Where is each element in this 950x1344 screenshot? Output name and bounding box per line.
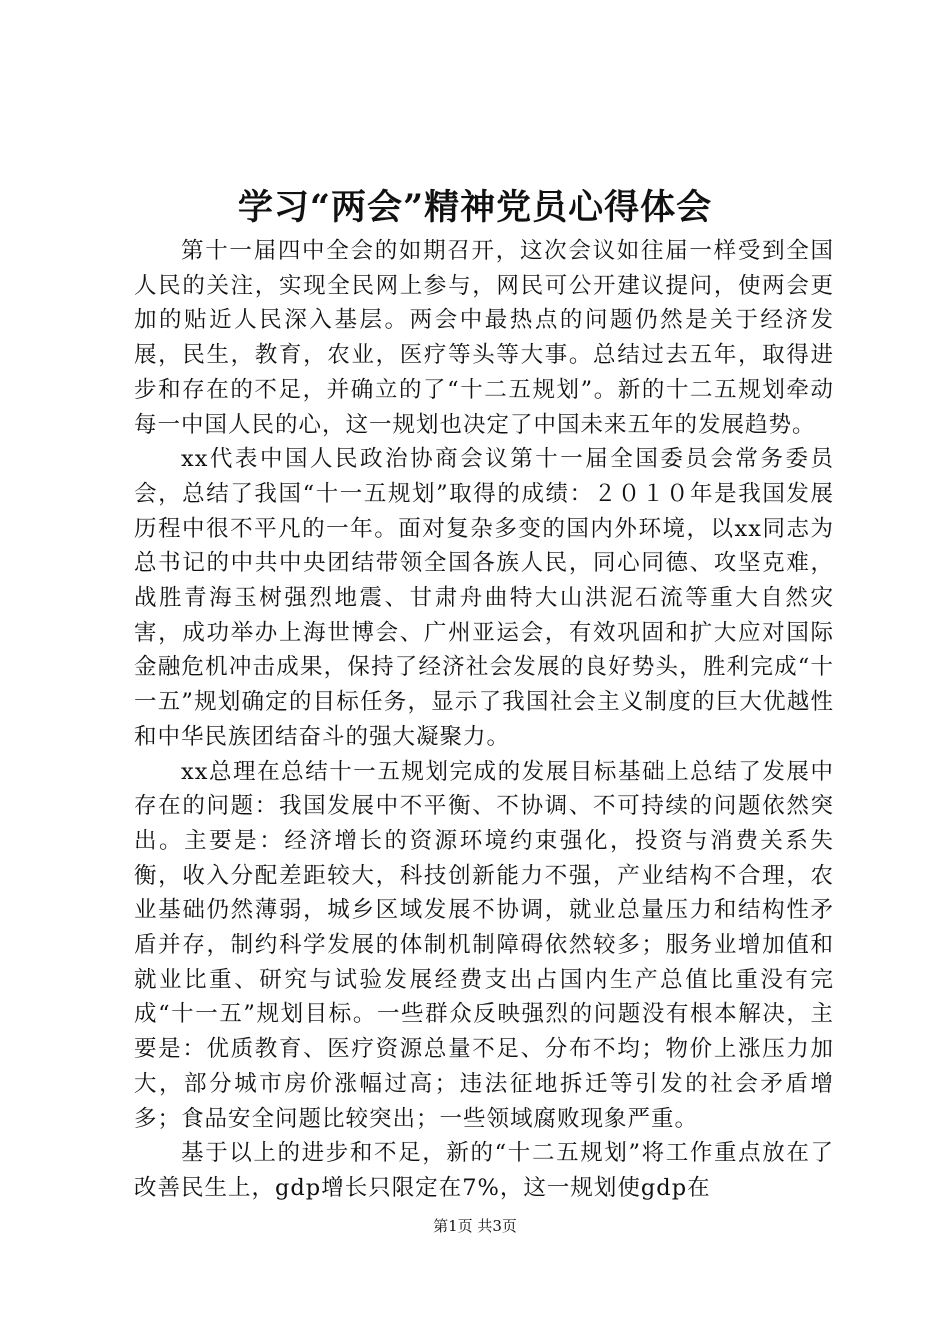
paragraph-2: xx代表中国人民政治协商会议第十一届全国委员会常务委员会，总结了我国“十一五规划”取得的成绩：２０１０年是我国发展历程中很不平凡的一年。面对复杂多变的国内外环境，以xx同志为总书记的中共中央团结带领全国各族人民，同心同德、攻坚克难，战胜青海玉树强烈地震、甘肃舟曲特大山洪泥石流等重大自然灾害，成功举办上海世博会、广州亚运会，有效巩固和扩大应对国际金融危机冲击成果，保持了经济社会发展的良好势头，胜利完成“十一五”规划确定的目标任务，显示了我国社会主义制度的巨大优越性和中华民族团结奋斗的强大凝聚力。 — [134, 446, 834, 750]
paragraph-1: 第十一届四中全会的如期召开，这次会议如往届一样受到全国人民的关注，实现全民网上参与，网民可公开建议提问，使两会更加的贴近人民深入基层。两会中最热点的问题仍然是关于经济发展，民生，教育，农业，医疗等头等大事。总结过去五年，取得进步和存在的不足，并确立的了“十二五规划”。新的十二五规划牵动每一中国人民的心，这一规划也决定了中国未来五年的发展趋势。 — [134, 238, 834, 438]
paragraph-4: 基于以上的进步和不足，新的“十二五规划”将工作重点放在了改善民生上，gdp增长只限定在7%，这一规划使gdp在 — [134, 1140, 834, 1201]
document-title: 学习“两会”精神党员心得体会 — [237, 187, 713, 228]
document-body — [134, 234, 834, 1206]
page-footer: 第1页 共3页 — [433, 1217, 517, 1235]
paragraph-3: xx总理在总结十一五规划完成的发展目标基础上总结了发展中存在的问题：我国发展中不平衡、不协调、不可持续的问题依然突出。主要是：经济增长的资源环境约束强化，投资与消费关系失衡，收入分配差距较大，科技创新能力不强，产业结构不合理，农业基础仍然薄弱，城乡区域发展不协调，就业总量压力和结构性矛盾并存，制约科学发展的体制机制障碍依然较多；服务业增加值和就业比重、研究与试验发展经费支出占国内生产总值比重没有完成“十一五”规划目标。一些群众反映强烈的问题没有根本解决，主要是：优质教育、医疗资源总量不足、分布不均；物价上涨压力加大，部分城市房价涨幅过高；违法征地拆迁等引发的社会矛盾增多；食品安全问题比较突出；一些领域腐败现象严重。 — [134, 758, 834, 1132]
